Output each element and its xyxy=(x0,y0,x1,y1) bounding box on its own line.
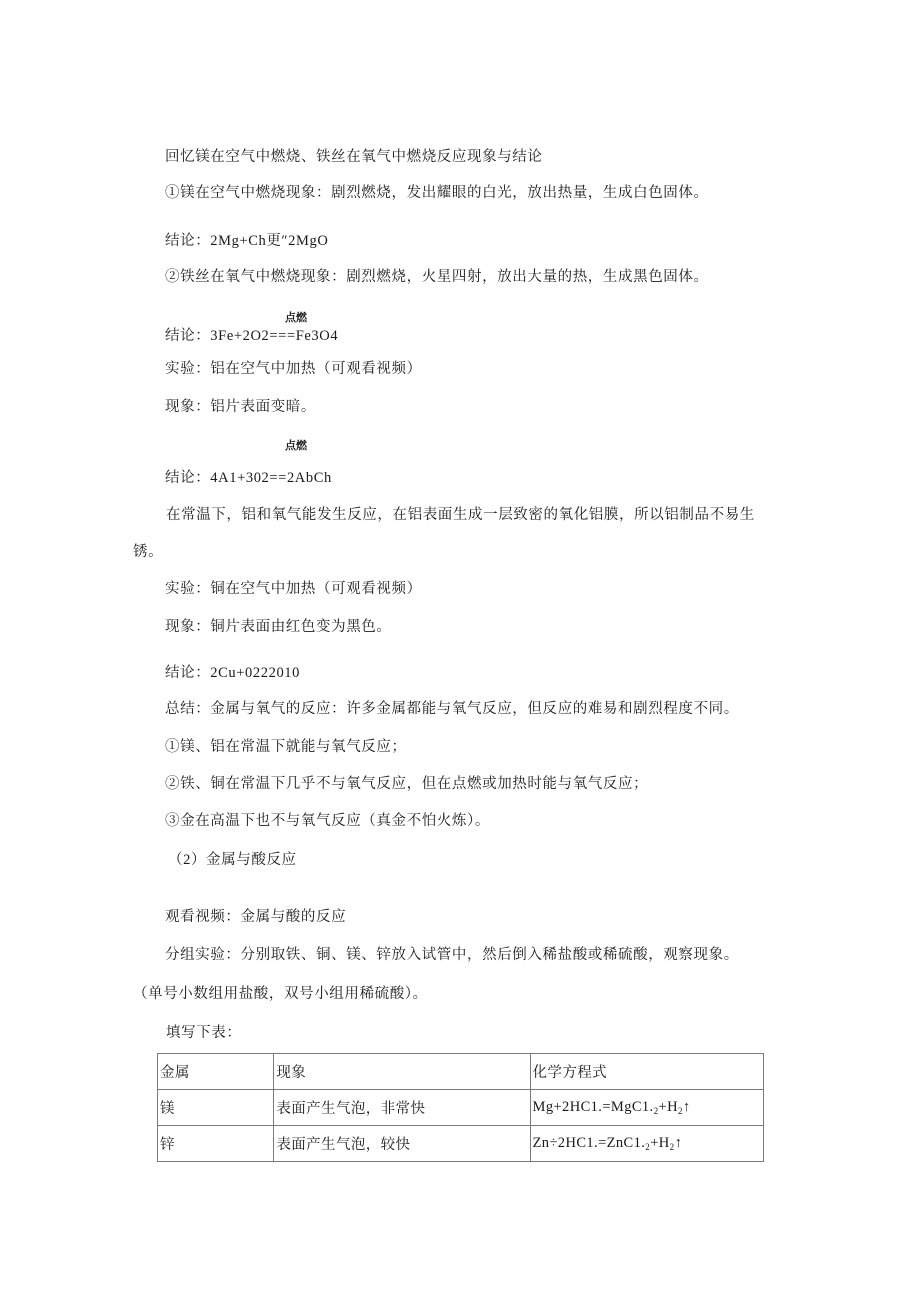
al-phenomenon: 现象：铝片表面变暗。 xyxy=(165,399,316,415)
table-row xyxy=(158,1090,764,1126)
fe-reaction-condition: 点燃 xyxy=(285,311,307,324)
summary-point-3: ③金在高温下也不与氧气反应（真金不怕火炼）。 xyxy=(165,813,490,829)
al-explanation-line2: 锈。 xyxy=(133,544,164,560)
watch-video: 观看视频：金属与酸的反应 xyxy=(165,909,347,925)
table-header-row xyxy=(158,1054,764,1090)
equation-product: +H xyxy=(658,1099,678,1115)
equation-subscript: 2 xyxy=(669,1142,675,1152)
group-experiment: 分组实验：分别取铁、铜、镁、锌放入试管中，然后倒入稀盐酸或稀硫酸，观察现象。 xyxy=(165,947,739,963)
al-experiment: 实验：铝在空气中加热（可观看视频） xyxy=(165,361,422,377)
header-metal: 金属 xyxy=(158,1054,274,1090)
cell-metal: 镁 xyxy=(158,1090,274,1126)
equation-main: Mg+2HC1.=MgC1. xyxy=(532,1099,654,1115)
fe-conclusion: 结论：3Fe+2O2===Fe3O4 xyxy=(165,328,339,344)
cell-equation xyxy=(530,1090,763,1126)
fill-table-instruction: 填写下表： xyxy=(166,1025,242,1041)
al-explanation-line1: 在常温下，铝和氧气能发生反应，在铝表面生成一层致密的氧化铝膜，所以铝制品不易生 xyxy=(166,507,755,523)
cell-phenomenon: 表面产生气泡，较快 xyxy=(274,1126,530,1162)
summary: 总结：金属与氧气的反应：许多金属都能与氧气反应，但反应的难易和剧烈程度不同。 xyxy=(165,701,739,717)
cell-phenomenon: 表面产生气泡，非常快 xyxy=(274,1090,530,1126)
mg-conclusion: 结论：2Mg+Ch更″2MgO xyxy=(165,233,329,249)
cu-conclusion: 结论：2Cu+0222010 xyxy=(165,665,300,681)
table-row xyxy=(158,1126,764,1162)
summary-point-1: ①镁、铝在常温下就能与氧气反应； xyxy=(165,739,407,755)
cell-metal: 锌 xyxy=(158,1126,274,1162)
summary-point-2: ②铁、铜在常温下几乎不与氧气反应，但在点燃或加热时能与氧气反应； xyxy=(165,776,649,792)
equation-subscript: 2 xyxy=(645,1142,651,1152)
mg-phenomenon: ①镁在空气中燃烧现象：剧烈燃烧，发出耀眼的白光，放出热量，生成白色固体。 xyxy=(165,185,709,201)
al-reaction-condition: 点燃 xyxy=(285,439,307,452)
al-conclusion: 结论：4A1+302==2AbCh xyxy=(165,470,332,486)
equation-product: +H xyxy=(650,1135,670,1151)
group-note: （单号小数组用盐酸，双号小组用稀硫酸）。 xyxy=(133,986,428,1002)
section-heading-metal-acid: （2）金属与酸反应 xyxy=(168,852,297,868)
header-equation: 化学方程式 xyxy=(530,1054,763,1090)
equation-subscript: 2 xyxy=(677,1106,683,1116)
equation-subscript: 2 xyxy=(653,1106,659,1116)
header-phenomenon: 现象 xyxy=(274,1054,530,1090)
cu-experiment: 实验：铜在空气中加热（可观看视频） xyxy=(165,581,422,597)
recall-title: 回忆镁在空气中燃烧、铁丝在氧气中燃烧反应现象与结论 xyxy=(165,149,543,165)
cell-equation xyxy=(530,1126,763,1162)
gas-arrow-icon: ↑ xyxy=(682,1099,691,1115)
gas-arrow-icon: ↑ xyxy=(674,1135,683,1151)
equation-main: Zn÷2HC1.=ZnC1. xyxy=(532,1135,646,1151)
metal-acid-table xyxy=(157,1053,764,1162)
fe-phenomenon: ②铁丝在氧气中燃烧现象：剧烈燃烧，火星四射，放出大量的热，生成黑色固体。 xyxy=(165,269,709,285)
cu-phenomenon: 现象：铜片表面由红色变为黑色。 xyxy=(165,619,392,635)
